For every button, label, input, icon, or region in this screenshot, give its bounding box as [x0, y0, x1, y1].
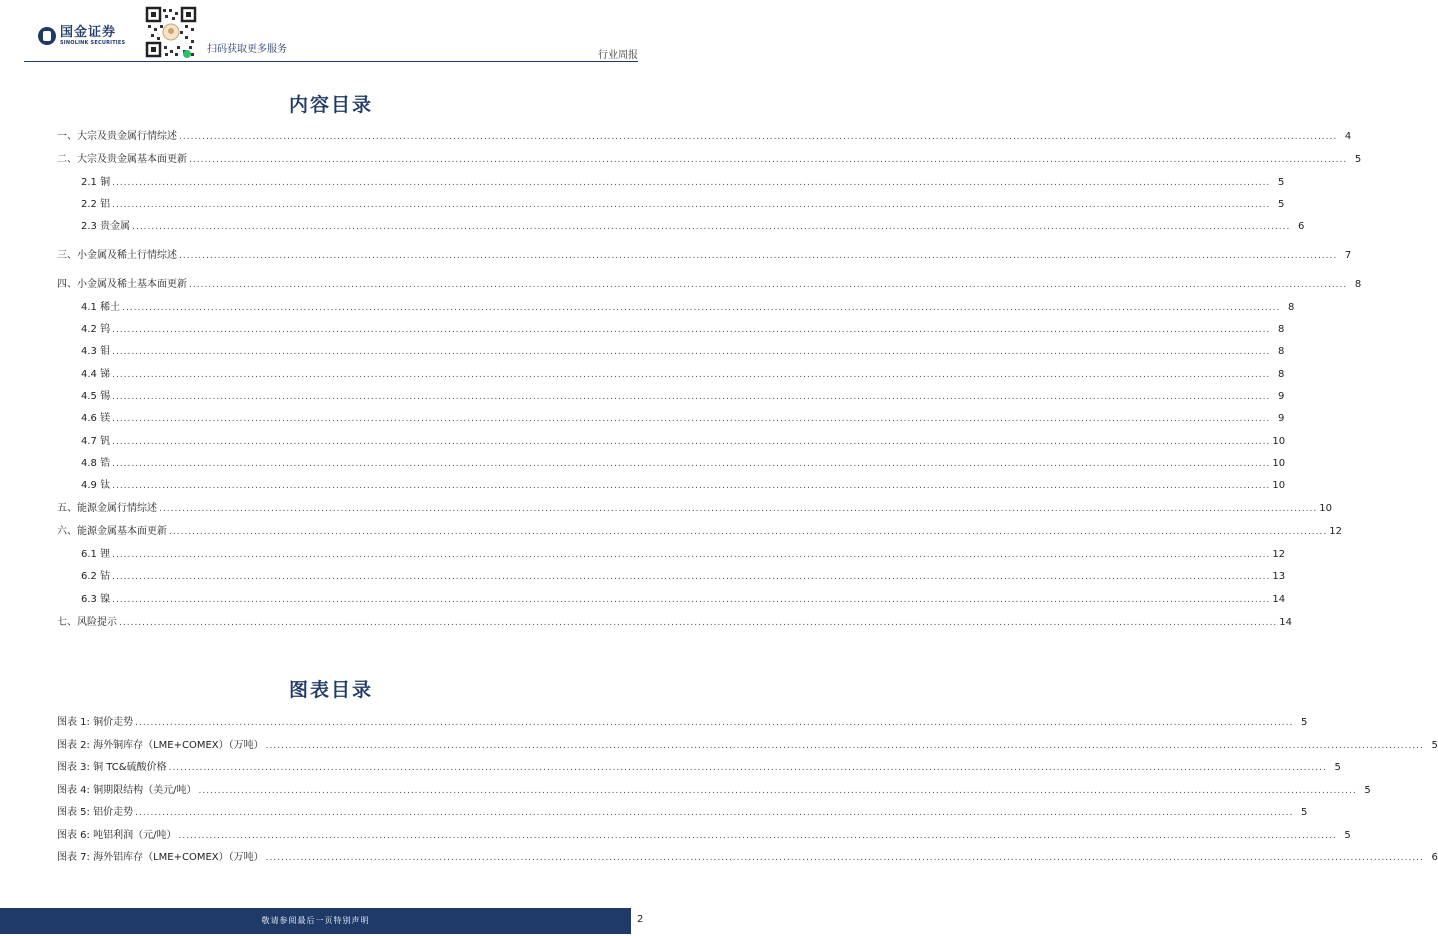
footer-disclaimer: 敬请参阅最后一页特别声明 [261, 916, 370, 925]
toc-item-label: 五、能源金属行情综述 [57, 503, 157, 514]
toc-item-label: 六、能源金属基本面更新 [57, 526, 167, 537]
logo-name-cn: 国金证券 [60, 25, 117, 40]
toc-subitem[interactable] [57, 321, 1285, 335]
toc-item-label: 四、小金属及稀土基本面更新 [57, 279, 187, 290]
figure-item-label: 图表 3: 铜 TC&硫酸价格 [57, 762, 167, 773]
figure-item[interactable] [57, 827, 1351, 841]
toc-subitem[interactable] [57, 546, 1286, 560]
leader-dots: ............................................................................................................................................................................................................................................................................................................ [178, 831, 1337, 841]
figure-item[interactable] [57, 737, 1438, 751]
figure-item-label: 图表 6: 吨铝利润（元/吨） [57, 830, 177, 841]
figure-item-page: 5 [1300, 807, 1308, 818]
toc-item-page: 5 [1277, 199, 1285, 210]
toc-item[interactable] [57, 128, 1352, 142]
toc-subitem[interactable] [57, 299, 1295, 313]
toc-item-page: 8 [1277, 346, 1285, 357]
toc-item-label: 七、风险提示 [57, 617, 117, 628]
figure-item-page: 5 [1334, 762, 1341, 773]
leader-dots: ............................................................................................................................................................................................................................................................................................................ [112, 550, 1271, 560]
toc-item-page: 7 [1344, 250, 1352, 261]
toc-item-page: 5 [1277, 177, 1285, 188]
leader-dots: ............................................................................................................................................................................................................................................................................................................ [122, 303, 1281, 313]
leader-dots: ............................................................................................................................................................................................................................................................................................................ [189, 280, 1348, 290]
figure-item-page: 5 [1364, 785, 1371, 796]
figure-item[interactable] [57, 714, 1308, 728]
toc-item-label: 6.1 锂 [81, 549, 111, 560]
toc-item-label: 2.3 贵金属 [81, 221, 131, 232]
leader-dots: ............................................................................................................................................................................................................................................................................................................ [112, 370, 1271, 380]
toc-item-label: 4.7 钒 [81, 436, 111, 447]
toc-subitem[interactable] [57, 591, 1286, 605]
figure-item-label: 图表 2: 海外铜库存（LME+COMEX）（万吨） [57, 740, 264, 751]
toc-item-page: 10 [1319, 503, 1332, 514]
toc-item-page: 13 [1272, 571, 1286, 582]
figure-item-page: 5 [1344, 830, 1351, 841]
toc-item-label: 4.2 钨 [81, 324, 111, 335]
company-logo [38, 26, 125, 46]
toc-item-page: 12 [1329, 526, 1342, 537]
leader-dots: ............................................................................................................................................................................................................................................................................................................ [135, 808, 1294, 818]
leader-dots: ............................................................................................................................................................................................................................................................................................................ [112, 392, 1271, 402]
toc-item-page: 8 [1287, 302, 1295, 313]
figure-item[interactable] [57, 849, 1438, 863]
toc-item[interactable] [57, 151, 1362, 165]
logo-icon [38, 27, 56, 45]
leader-dots: ............................................................................................................................................................................................................................................................................................................ [169, 527, 1328, 537]
qr-code-icon [145, 6, 197, 58]
figure-item[interactable] [57, 782, 1371, 796]
figure-item[interactable] [57, 804, 1308, 818]
toc-item[interactable] [57, 500, 1332, 514]
toc-item-page: 14 [1279, 617, 1292, 628]
document-type: 行业周报 [598, 50, 638, 61]
toc-item-label: 4.3 钼 [81, 346, 111, 357]
leader-dots: ............................................................................................................................................................................................................................................................................................................ [168, 763, 1327, 773]
page-number: 2 [637, 914, 644, 925]
toc-item-label: 2.2 铝 [81, 199, 111, 210]
toc-subitem[interactable] [57, 410, 1285, 424]
leader-dots: ............................................................................................................................................................................................................................................................................................................ [179, 251, 1338, 261]
toc-subitem[interactable] [57, 388, 1285, 402]
toc-item-page: 9 [1277, 413, 1285, 424]
toc-item-label: 6.2 钴 [81, 571, 111, 582]
leader-dots: ............................................................................................................................................................................................................................................................................................................ [135, 718, 1294, 728]
figure-item-page: 6 [1431, 852, 1438, 863]
toc-item[interactable] [57, 614, 1292, 628]
leader-dots: ............................................................................................................................................................................................................................................................................................................ [112, 481, 1271, 491]
leader-dots: ............................................................................................................................................................................................................................................................................................................ [179, 132, 1338, 142]
toc-item-page: 9 [1277, 391, 1285, 402]
toc-item-label: 三、小金属及稀土行情综述 [57, 250, 177, 261]
toc-item-page: 10 [1272, 480, 1286, 491]
toc-subitem[interactable] [57, 433, 1286, 447]
toc-item-page: 6 [1297, 221, 1305, 232]
toc-subitem[interactable] [57, 477, 1286, 491]
page-header [0, 0, 662, 64]
header-divider [24, 61, 638, 62]
leader-dots: ............................................................................................................................................................................................................................................................................................................ [159, 504, 1318, 514]
leader-dots: ............................................................................................................................................................................................................................................................................................................ [112, 347, 1271, 357]
figure-item-page: 5 [1431, 740, 1438, 751]
toc-subitem[interactable] [57, 218, 1305, 232]
toc-item-page: 10 [1272, 436, 1286, 447]
toc-item-label: 一、大宗及贵金属行情综述 [57, 131, 177, 142]
toc-item-label: 4.5 锡 [81, 391, 111, 402]
toc-item-page: 8 [1277, 324, 1285, 335]
leader-dots: ............................................................................................................................................................................................................................................................................................................ [112, 178, 1271, 188]
leader-dots: ............................................................................................................................................................................................................................................................................................................ [119, 618, 1278, 628]
leader-dots: ............................................................................................................................................................................................................................................................................................................ [112, 200, 1271, 210]
figure-item-label: 图表 4: 铜期限结构（美元/吨） [57, 785, 197, 796]
figure-item-page: 5 [1300, 717, 1308, 728]
figure-item-label: 图表 5: 铝价走势 [57, 807, 134, 818]
figure-item[interactable] [57, 759, 1341, 773]
logo-name-en: SINOLINK SECURITIES [60, 40, 126, 46]
toc-subitem[interactable] [57, 568, 1286, 582]
toc-item-label: 4.8 锆 [81, 458, 111, 469]
toc-item-label: 4.1 稀土 [81, 302, 121, 313]
leader-dots: ............................................................................................................................................................................................................................................................................................................ [112, 572, 1271, 582]
toc-item-page: 14 [1272, 594, 1286, 605]
toc-item-label: 6.3 镍 [81, 594, 111, 605]
leader-dots: ............................................................................................................................................................................................................................................................................................................ [112, 437, 1271, 447]
leader-dots: ............................................................................................................................................................................................................................................................................................................ [198, 786, 1357, 796]
toc-subitem[interactable] [57, 455, 1286, 469]
figure-item-label: 图表 1: 铜价走势 [57, 717, 134, 728]
toc-item-label: 4.6 镁 [81, 413, 111, 424]
leader-dots: ............................................................................................................................................................................................................................................................................................................ [112, 325, 1271, 335]
leader-dots: ............................................................................................................................................................................................................................................................................................................ [265, 741, 1424, 751]
toc-item-page: 4 [1344, 131, 1352, 142]
toc-item-page: 10 [1272, 458, 1286, 469]
leader-dots: ............................................................................................................................................................................................................................................................................................................ [189, 155, 1348, 165]
toc-subitem[interactable] [57, 343, 1285, 357]
toc-item-label: 4.4 锑 [81, 369, 111, 380]
figure-item-label: 图表 7: 海外铝库存（LME+COMEX）（万吨） [57, 852, 264, 863]
toc-item[interactable] [57, 523, 1342, 537]
leader-dots: ............................................................................................................................................................................................................................................................................................................ [112, 595, 1271, 605]
toc-subitem[interactable] [57, 366, 1285, 380]
toc-item-page: 12 [1272, 549, 1286, 560]
contents-title: 内容目录 [288, 94, 373, 116]
toc-subitem[interactable] [57, 196, 1285, 210]
figures-title: 图表目录 [288, 679, 373, 701]
toc-item-page: 5 [1354, 154, 1362, 165]
leader-dots: ............................................................................................................................................................................................................................................................................................................ [112, 414, 1271, 424]
toc-item[interactable] [57, 247, 1352, 261]
toc-item-label: 2.1 铜 [81, 177, 111, 188]
toc-item-label: 4.9 钛 [81, 480, 111, 491]
toc-subitem[interactable] [57, 174, 1285, 188]
toc-item-page: 8 [1354, 279, 1362, 290]
leader-dots: ............................................................................................................................................................................................................................................................................................................ [132, 222, 1291, 232]
toc-item-label: 二、大宗及贵金属基本面更新 [57, 154, 187, 165]
toc-item-page: 8 [1277, 369, 1285, 380]
leader-dots: ............................................................................................................................................................................................................................................................................................................ [265, 853, 1424, 863]
scan-prompt: 扫码获取更多服务 [207, 44, 287, 55]
toc-item[interactable] [57, 276, 1362, 290]
leader-dots: ............................................................................................................................................................................................................................................................................................................ [112, 459, 1271, 469]
